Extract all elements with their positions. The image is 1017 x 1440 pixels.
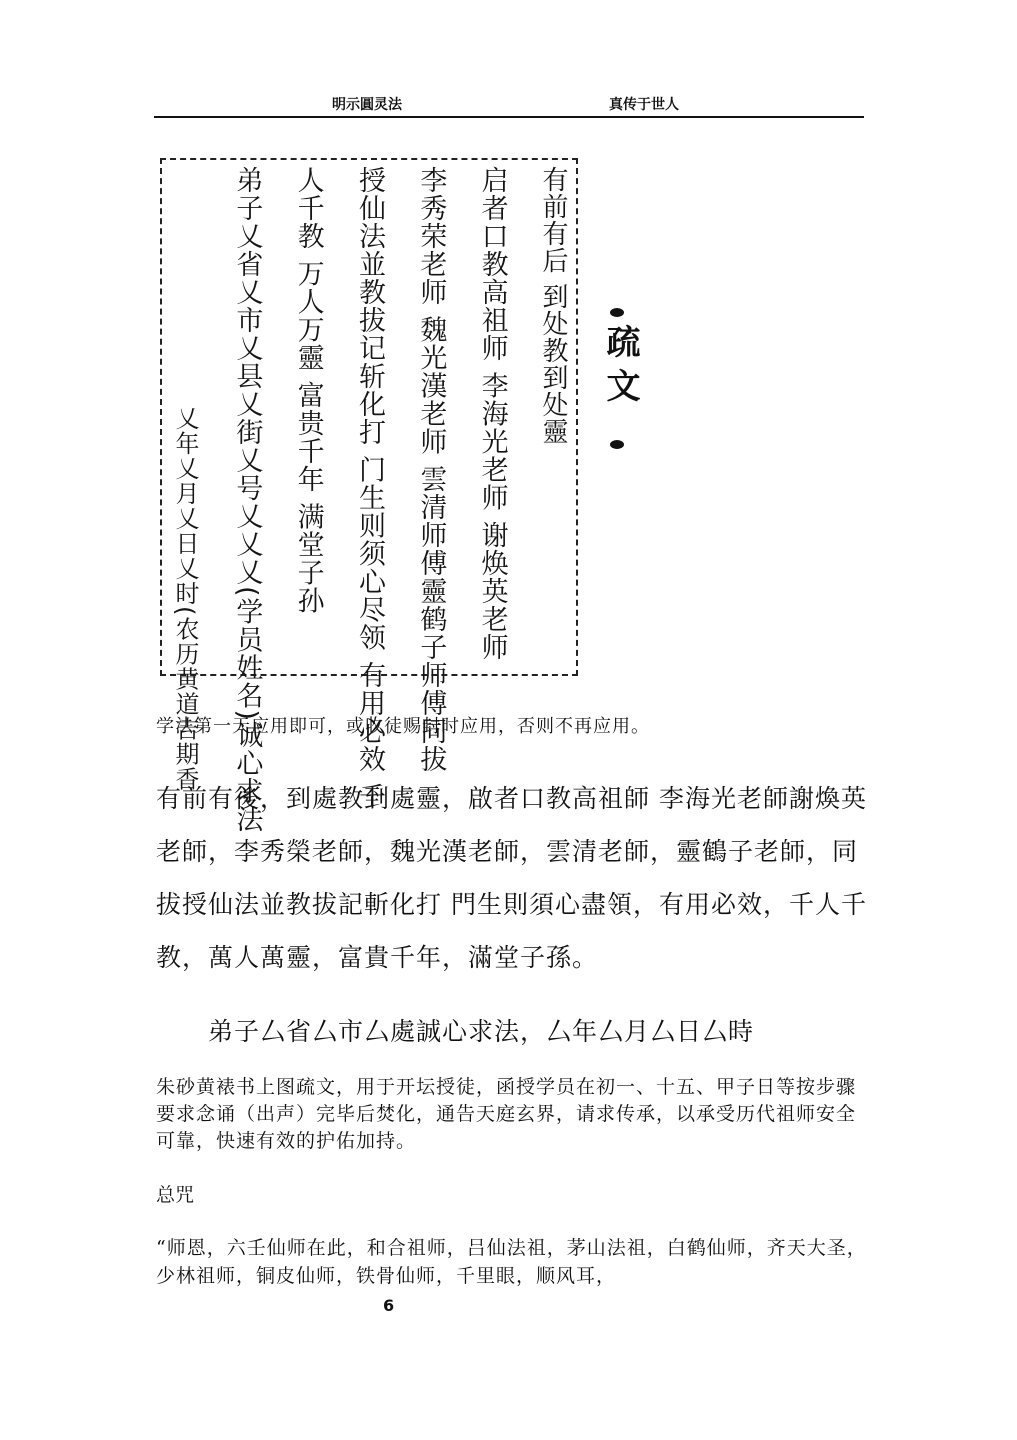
body-paragraph: 朱砂黄裱书上图疏文，用于开坛授徒，函授学员在初一、十五、甲子日等按步骤要求念诵（出声）完毕后焚化，通告天庭玄界，请求传承，以承受历代祖师安全可靠，快速有效的护佑加持。 [156,1076,857,1152]
traditional-transcription: 有前有後，到處教到處靈，啟者口教高祖師 李海光老師謝煥英老師，李秀榮老師，魏光漢老師，雲清老師，靈鶴子老師，同拔授仙法並教拔記斬化打 門生則須心盡領，有用必效，千人千教，萬人萬靈，富貴千年，滿堂子孫。 [156,784,867,972]
header-left-title: 明示圓灵法 [332,97,402,113]
incantation-heading: 总咒 [156,1184,195,1206]
header-right-title: 真传于世人 [609,97,679,113]
scroll-column-1: 有前有后 到处教到处靈 [537,166,568,446]
page-header [154,92,864,118]
bullet-dot-icon [610,440,624,449]
scroll-column-3: 李秀荣老师 魏光漢老师 雲清师傅靈鹤子师傅同拔 [415,166,447,774]
scroll-column-4: 授仙法並教拔记斩化打 门生则须心尽领 有用必效 千 [353,166,385,811]
signature-line: 弟子厶省厶市厶處誠心求法，厶年厶月厶日厶時 [208,1017,755,1046]
scroll-column-2: 启者口教高祖师 李海光老师 谢焕英老师 [476,166,508,662]
scroll-column-5: 人千教 万人万靈 富贵千年 满堂子孙 [292,166,324,615]
section-title-block [596,298,640,458]
bullet-dot-icon [610,308,624,317]
scroll-column-7: 乂年乂月乂日乂时(农历黄道吉期香 [171,406,199,792]
section-title: 疏文 [600,324,640,412]
usage-note: 学法第一天应用即可，或收徒赐封时应用，否则不再应用。 [156,716,650,737]
incantation-text: “师恩，六壬仙师在此，和合祖师，吕仙法祖，茅山法祖，白鹤仙师，齐天大圣，少林祖师，铜皮仙师，铁骨仙师，千里眼，顺风耳， [156,1237,867,1287]
page-number: 6 [383,1296,395,1315]
scroll-column-6: 弟子乂省乂市乂县乂街乂号乂乂乂(学员姓名)诚心求法 [231,166,263,834]
